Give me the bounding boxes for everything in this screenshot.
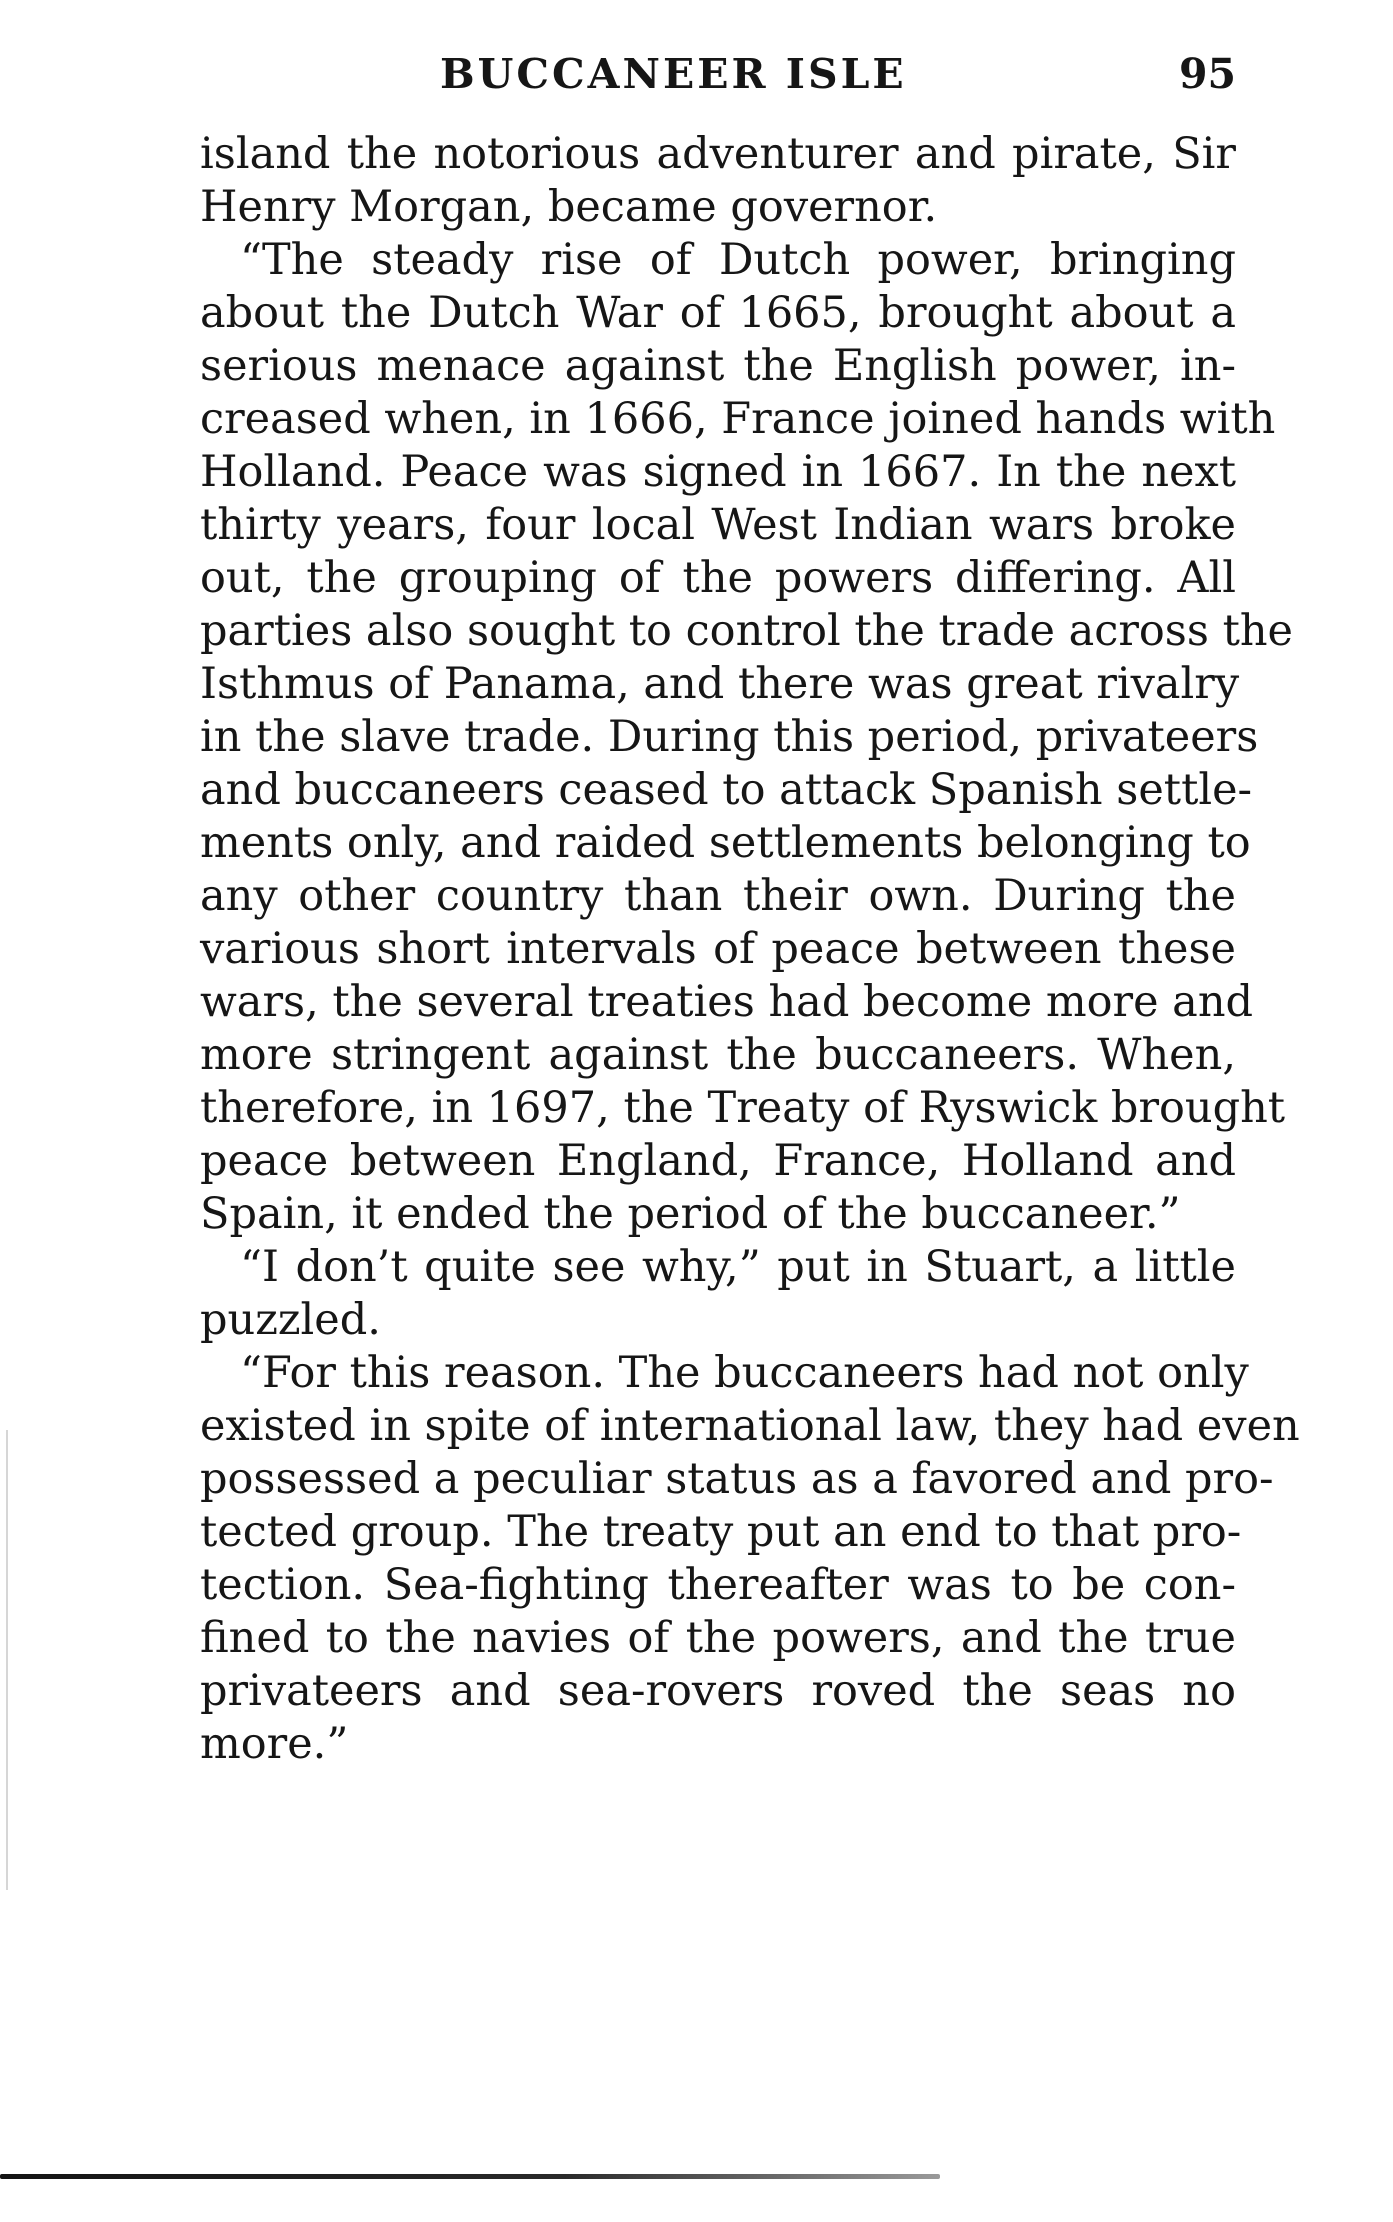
text-line: Holland. Peace was signed in 1667. In the next bbox=[200, 447, 1236, 497]
text-line: wars, the several treaties had become more and bbox=[200, 977, 1254, 1027]
body-text bbox=[200, 128, 1300, 1771]
text-line: tected group. The treaty put an end to that pro- bbox=[200, 1507, 1242, 1557]
text-line: thirty years, four local West Indian wars broke bbox=[200, 500, 1236, 550]
scan-bottom-rule bbox=[0, 2174, 940, 2179]
page-number: 95 bbox=[1178, 50, 1236, 98]
text-line: “I don’t quite see why,” put in Stuart, a little bbox=[240, 1242, 1236, 1292]
running-title: BUCCANEER ISLE bbox=[440, 50, 907, 98]
text-line: and buccaneers ceased to attack Spanish settle- bbox=[200, 765, 1253, 815]
text-line: Isthmus of Panama, and there was great rivalry bbox=[200, 659, 1240, 709]
text-line: serious menace against the English power, in- bbox=[200, 341, 1236, 391]
text-line: out, the grouping of the powers differing. All bbox=[200, 553, 1236, 603]
text-line: puzzled. bbox=[200, 1295, 381, 1345]
text-line: creased when, in 1666, France joined hands with bbox=[200, 394, 1276, 444]
text-line: Henry Morgan, became governor. bbox=[200, 182, 938, 232]
text-line: various short intervals of peace between these bbox=[200, 924, 1236, 974]
text-line: any other country than their own. During the bbox=[200, 871, 1236, 921]
text-line: peace between England, France, Holland and bbox=[200, 1136, 1236, 1186]
text-line: fined to the navies of the powers, and the true bbox=[200, 1613, 1236, 1663]
text-line: “For this reason. The buccaneers had not only bbox=[240, 1348, 1249, 1398]
text-line: about the Dutch War of 1665, brought about a bbox=[200, 288, 1236, 338]
text-line: Spain, it ended the period of the buccaneer.” bbox=[200, 1189, 1181, 1239]
scan-edge-mark bbox=[6, 1430, 8, 1890]
text-line: in the slave trade. During this period, privateers bbox=[200, 712, 1259, 762]
text-line: more stringent against the buccaneers. When, bbox=[200, 1030, 1236, 1080]
text-line: island the notorious adventurer and pirate, Sir bbox=[200, 129, 1236, 179]
running-head bbox=[200, 44, 1236, 104]
text-line: possessed a peculiar status as a favored and pro- bbox=[200, 1454, 1274, 1504]
text-line: therefore, in 1697, the Treaty of Ryswick brought bbox=[200, 1083, 1286, 1133]
text-line: existed in spite of international law, they had even bbox=[200, 1401, 1300, 1451]
text-line: ments only, and raided settlements belonging to bbox=[200, 818, 1251, 868]
text-line: parties also sought to control the trade across the bbox=[200, 606, 1293, 656]
text-line: privateers and sea-rovers roved the seas no bbox=[200, 1666, 1236, 1716]
text-line: tection. Sea-fighting thereafter was to be con- bbox=[200, 1560, 1236, 1610]
text-line: “The steady rise of Dutch power, bringing bbox=[240, 235, 1236, 285]
text-line: more.” bbox=[200, 1719, 349, 1769]
